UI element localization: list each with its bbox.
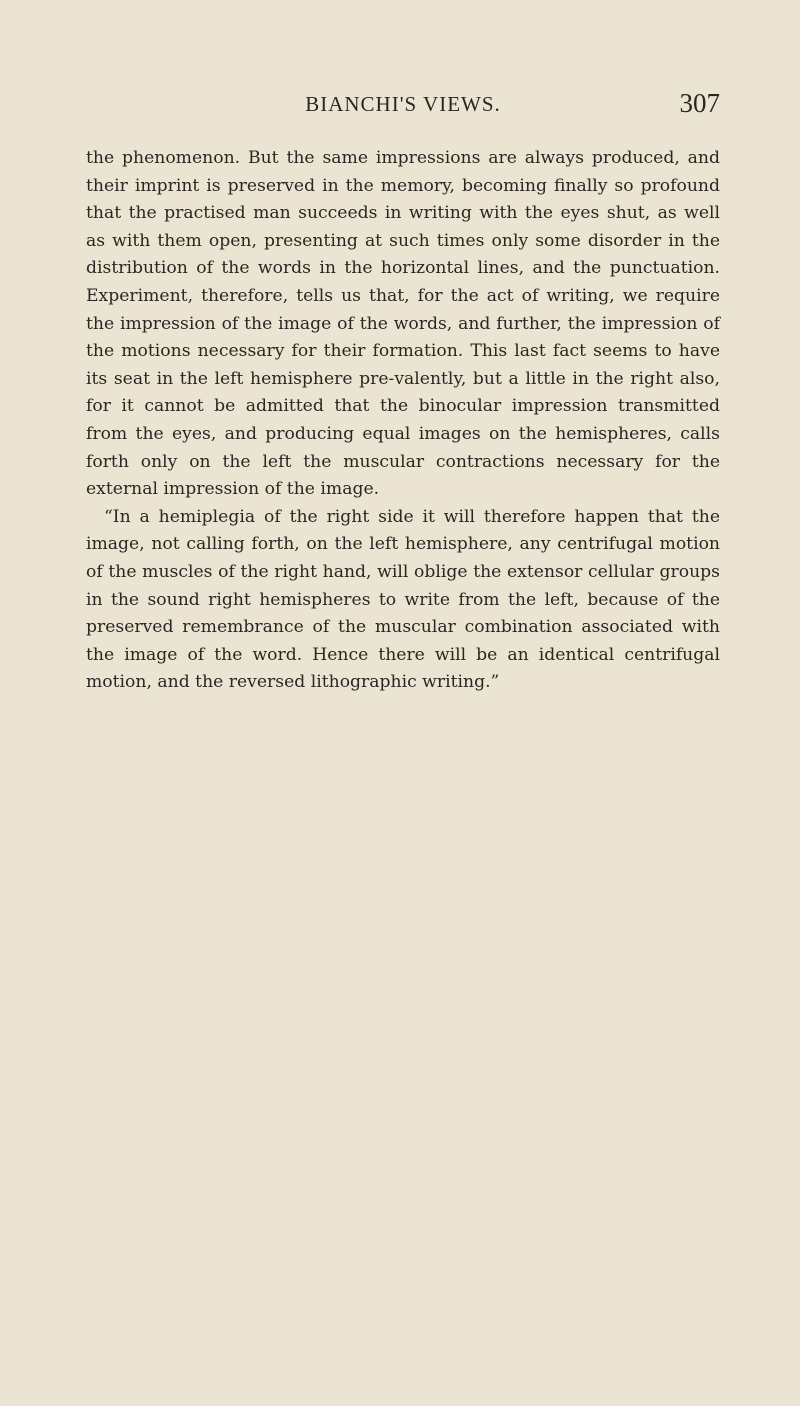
paragraph-continuation: the phenomenon. But the same impressions are always produced, and their imprint is preserved in the memory, becoming finally so profound that the practised man succeeds in writing with the eyes shut, as well as with them open, presenting at such times only some disorder in the distribution of the words in the horizontal lines, and the punctuation. Experiment, therefore, tells us that, for the act of writing, we require the impression of the image of the words, and further, the impression of the motions necessary for their formation. This last fact seems to have its seat in the left hemisphere pre-valently, but a little in the right also, for it cannot be admitted that the binocular impression transmitted from the eyes, and producing equal images on the hemispheres, calls forth only on the left the muscular contractions necessary for the external impression of the image. (86, 148, 720, 500)
page-number: 307 (679, 88, 720, 118)
running-title: BIANCHI'S VIEWS. (305, 92, 501, 116)
paragraph-quotation: “In a hemiplegia of the right side it will therefore happen that the image, not calling forth, on the left hemisphere, any centrifugal motion of the muscles of the right hand, will oblige the extensor cellular groups in the sound right hemispheres to write from the left, because of the preserved remembrance of the muscular combination associated with the image of the word. Hence there will be an identical centrifugal motion, and the reversed lithographic writing.” (86, 506, 720, 693)
body-text (86, 145, 720, 697)
running-head (86, 88, 720, 122)
